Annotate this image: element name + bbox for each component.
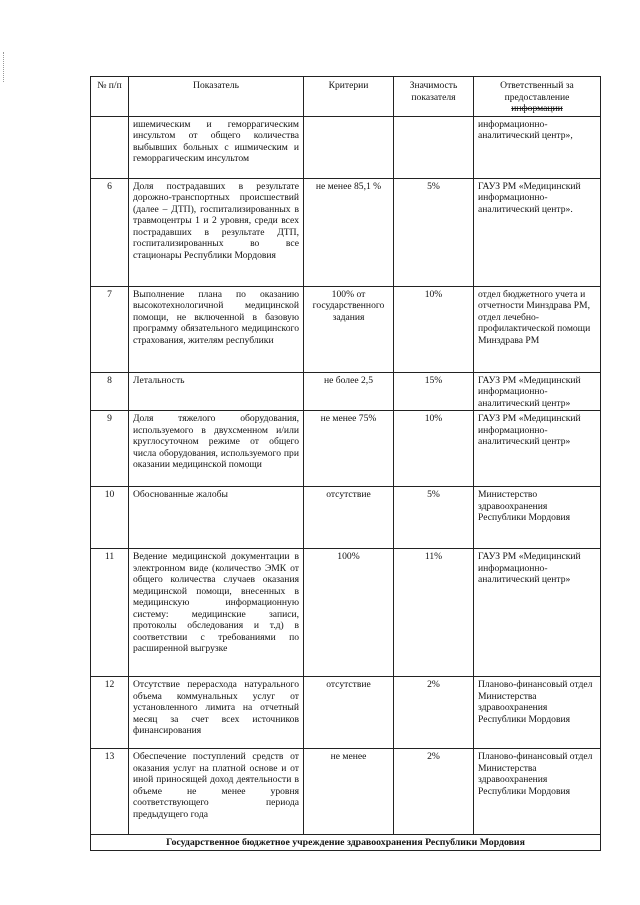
row-indicator: Отсутствие перерасхода натурального объема коммунальных услуг от установленного лимита на отчетный месяц за счет всех источников финансирования [129, 677, 304, 749]
margin-mark [3, 52, 5, 82]
row-num: 6 [91, 178, 129, 286]
table-row [91, 372, 601, 411]
header-responsible-line2: информации [511, 103, 563, 114]
table-footer: Государственное бюджетное учреждение здравоохранения Республики Мордовия [91, 835, 601, 851]
row-indicator: Обоснованные жалобы [129, 487, 304, 549]
row-criteria [304, 116, 394, 178]
row-responsible: Министерство здравоохранения Республики Мордовия [474, 487, 601, 549]
header-criteria: Критерии [304, 77, 394, 117]
header-responsible-line1: Ответственный за предоставление [500, 80, 574, 103]
row-num: 7 [91, 286, 129, 372]
row-criteria: не менее 75% [304, 411, 394, 487]
row-significance: 11% [394, 549, 474, 677]
row-significance: 10% [394, 411, 474, 487]
table-row [91, 116, 601, 178]
table-header-row [91, 77, 601, 117]
row-num: 9 [91, 411, 129, 487]
table-row [91, 749, 601, 835]
row-criteria: отсутствие [304, 677, 394, 749]
table-row [91, 549, 601, 677]
row-criteria: 100% от государственного задания [304, 286, 394, 372]
row-num [91, 116, 129, 178]
table-row [91, 411, 601, 487]
table-footer-row [91, 835, 601, 851]
table-row [91, 487, 601, 549]
row-significance [394, 116, 474, 178]
row-significance: 15% [394, 372, 474, 411]
row-num: 11 [91, 549, 129, 677]
row-indicator: Обеспечение поступлений средств от оказания услуг на платной основе и от иной приносящей доход деятельности в объеме не менее уровня соответствующего периода предыдущего года [129, 749, 304, 835]
row-significance: 5% [394, 178, 474, 286]
row-indicator: Летальность [129, 372, 304, 411]
row-responsible: информационно-аналитический центр», [474, 116, 601, 178]
header-significance: Значимость показателя [394, 77, 474, 117]
row-responsible: ГАУЗ РМ «Медицинский информационно-аналитический центр». [474, 178, 601, 286]
row-indicator: Ведение медицинской документации в электронном виде (количество ЭМК от общего количества случаев оказания медицинской помощи, внесенных в медицинскую информационную систему: медицинские записи, протоколы обследования и т.д) в соответствии с требованиями по расширенной выгрузке [129, 549, 304, 677]
header-num: № п/п [91, 77, 129, 117]
table-row [91, 178, 601, 286]
row-significance: 5% [394, 487, 474, 549]
row-indicator: Выполнение плана по оказанию высокотехнологичной медицинской помощи, не включенной в базовую программу обязательного медицинского страхования, жителям республики [129, 286, 304, 372]
row-responsible: Планово-финансовый отдел Министерства здравоохранения Республики Мордовия [474, 749, 601, 835]
table-row [91, 677, 601, 749]
row-criteria: 100% [304, 549, 394, 677]
row-criteria: не более 2,5 [304, 372, 394, 411]
header-indicator: Показатель [129, 77, 304, 117]
row-responsible: отдел бюджетного учета и отчетности Минздрава РМ, отдел лечебно-профилактической помощи Минздрава РМ [474, 286, 601, 372]
indicators-table [90, 76, 601, 851]
row-significance: 2% [394, 677, 474, 749]
header-responsible [474, 77, 601, 117]
row-criteria: не менее 85,1 % [304, 178, 394, 286]
row-criteria: не менее [304, 749, 394, 835]
row-num: 10 [91, 487, 129, 549]
row-criteria: отсутствие [304, 487, 394, 549]
row-responsible: ГАУЗ РМ «Медицинский информационно-аналитический центр» [474, 549, 601, 677]
row-indicator: Доля тяжелого оборудования, используемого в двухсменном и/или круглосуточном режиме от общего числа оборудования, используемого при оказании медицинской помощи [129, 411, 304, 487]
row-significance: 10% [394, 286, 474, 372]
row-num: 13 [91, 749, 129, 835]
row-significance: 2% [394, 749, 474, 835]
table-row [91, 286, 601, 372]
row-responsible: ГАУЗ РМ «Медицинский информационно-аналитический центр» [474, 411, 601, 487]
row-num: 12 [91, 677, 129, 749]
row-num: 8 [91, 372, 129, 411]
row-indicator: ишемическим и геморрагическим инсультом от общего количества выбывших больных с ишмическим и геморрагическим инсультом [129, 116, 304, 178]
row-indicator: Доля пострадавших в результате дорожно-транспортных происшествий (далее – ДТП), госпитализированных в травмоцентры 1 и 2 уровня, среди всех пострадавших в результате ДТП, госпитализированных во все стационары Республики Мордовия [129, 178, 304, 286]
row-responsible: Планово-финансовый отдел Министерства здравоохранения Республики Мордовия [474, 677, 601, 749]
row-responsible: ГАУЗ РМ «Медицинский информационно-аналитический центр» [474, 372, 601, 411]
